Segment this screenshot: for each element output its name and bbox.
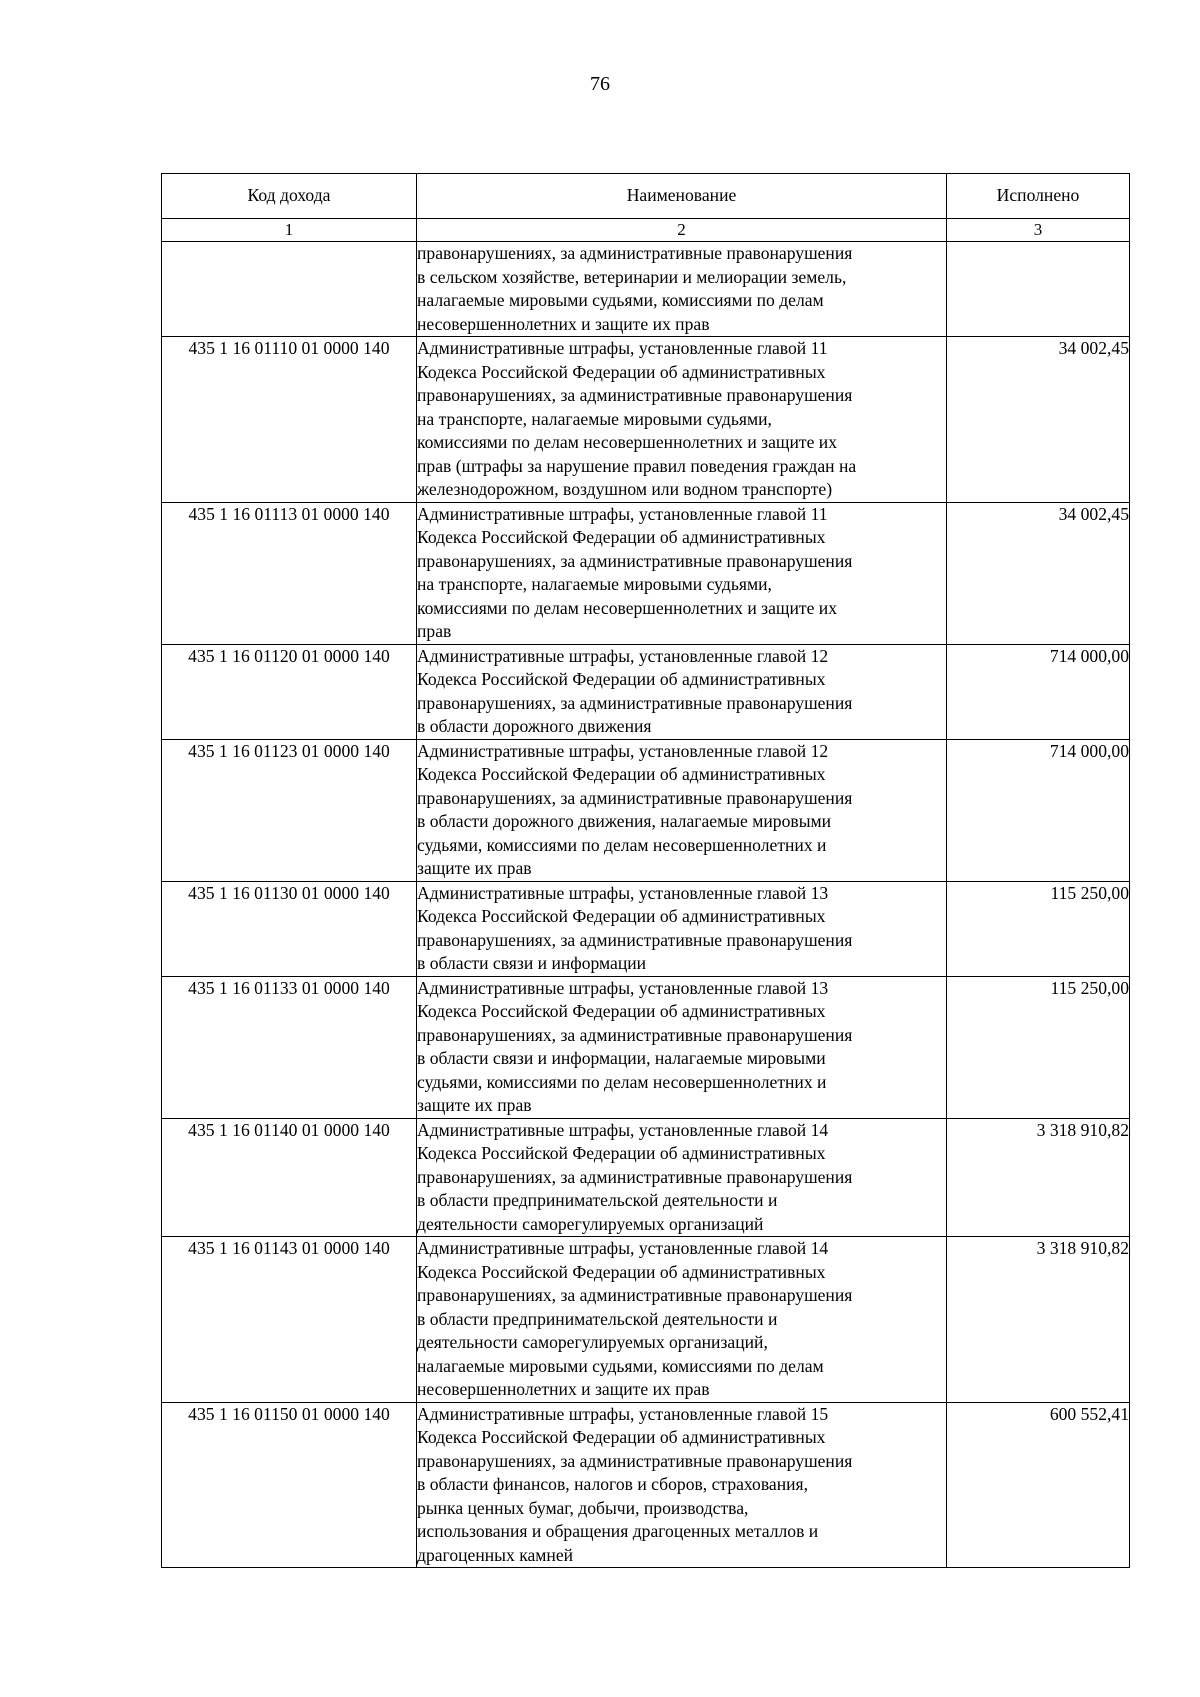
revenue-name-line: Кодекса Российской Федерации об административных [417,527,826,547]
revenue-name-line: правонарушениях, за административные правонарушения [417,1450,853,1471]
table-row [162,1118,1130,1237]
revenue-name-line: налагаемые мировыми судьями, комиссиями по делам [417,290,824,310]
table-body [162,242,1130,1568]
revenue-name-line: в области финансов, налогов и сборов, страхования, [417,1474,809,1494]
table-row [162,502,1130,644]
revenue-name-cell [417,242,947,337]
revenue-name-line: Административные штрафы, установленные главой 14 [417,1119,829,1140]
revenue-name-line: судьями, комиссиями по делам несовершеннолетних и [417,1071,827,1092]
table-header-row [162,174,1130,219]
revenue-name-line: в области предпринимательской деятельности и [417,1190,778,1210]
revenue-name-line: комиссиями по делам несовершеннолетних и защите их [417,432,838,452]
revenue-name-line: на транспорте, налагаемые мировыми судьями, [417,408,772,429]
revenue-name-line: защите их прав [417,1095,532,1115]
revenue-name-line: использования и обращения драгоценных металлов и [417,1521,819,1541]
table-row [162,337,1130,503]
revenue-name-line: прав [417,621,452,641]
revenue-name-line: железнодорожном, воздушном или водном транспорте) [417,479,833,499]
revenue-name-line: в области связи и информации, налагаемые мировыми [417,1048,826,1068]
executed-amount-cell [947,242,1130,337]
revenue-name-line: Административные штрафы, установленные главой 11 [417,503,828,524]
revenue-name-line: правонарушениях, за административные правонарушения [417,1024,853,1045]
revenue-code-cell: 435 1 16 01123 01 0000 140 [162,739,417,881]
page-number: 76 [590,73,610,95]
revenue-name-line: Административные штрафы, установленные главой 15 [417,1403,829,1424]
revenue-name-line: в области дорожного движения [417,716,652,736]
revenue-name-cell [417,976,947,1118]
column-number-3: 3 [947,219,1130,242]
header-name: Наименование [417,174,947,219]
revenue-name-line: Кодекса Российской Федерации об административных [417,1143,826,1163]
table-row [162,739,1130,881]
revenue-code-cell: 435 1 16 01113 01 0000 140 [162,502,417,644]
revenue-name-line: драгоценных камней [417,1544,574,1565]
revenue-name-line: правонарушениях, за административные правонарушения [417,243,853,263]
revenue-name-line: рынка ценных бумаг, добычи, производства, [417,1497,749,1518]
table-row [162,242,1130,337]
revenue-name-cell [417,337,947,503]
header-amount: Исполнено [947,174,1130,219]
revenue-code-cell: 435 1 16 01140 01 0000 140 [162,1118,417,1237]
executed-amount-cell: 714 000,00 [947,644,1130,739]
revenue-name-cell [417,1237,947,1403]
executed-amount-cell: 34 002,45 [947,502,1130,644]
revenue-name-line: правонарушениях, за административные правонарушения [417,385,853,405]
table-row [162,644,1130,739]
revenue-name-line: правонарушениях, за административные правонарушения [417,692,853,713]
revenue-name-cell [417,1402,947,1568]
revenue-name-line: правонарушениях, за административные правонарушения [417,1166,853,1187]
executed-amount-cell: 115 250,00 [947,881,1130,976]
revenue-name-cell [417,502,947,644]
revenue-name-line: Кодекса Российской Федерации об административных [417,1261,826,1282]
revenue-name-line: Кодекса Российской Федерации об административных [417,1427,826,1447]
revenue-name-line: Административные штрафы, установленные главой 12 [417,740,829,761]
revenue-name-line: деятельности саморегулируемых организаций, [417,1332,768,1352]
executed-amount-cell: 3 318 910,82 [947,1118,1130,1237]
table-row [162,1402,1130,1568]
executed-amount-cell: 34 002,45 [947,337,1130,503]
revenue-name-line: в области связи и информации [417,953,647,973]
revenue-name-line: правонарушениях, за административные правонарушения [417,929,853,950]
revenue-name-line: несовершеннолетних и защите их прав [417,1379,710,1399]
revenue-name-line: правонарушениях, за административные правонарушения [417,1285,853,1305]
revenue-name-line: налагаемые мировыми судьями, комиссиями по делам [417,1355,824,1376]
executed-amount-cell: 714 000,00 [947,739,1130,881]
revenue-name-line: прав (штрафы за нарушение правил поведения граждан на [417,455,857,476]
revenue-name-line: в области предпринимательской деятельности и [417,1308,778,1329]
revenue-name-line: правонарушениях, за административные правонарушения [417,550,853,571]
revenue-name-line: Административные штрафы, установленные главой 11 [417,338,828,358]
revenue-table [161,173,1130,1568]
column-number-1: 1 [162,219,417,242]
revenue-name-line: на транспорте, налагаемые мировыми судьями, [417,574,772,594]
column-number-row [162,219,1130,242]
revenue-name-line: несовершеннолетних и защите их прав [417,313,710,334]
revenue-name-line: правонарушениях, за административные правонарушения [417,787,853,808]
revenue-name-line: Кодекса Российской Федерации об административных [417,361,826,382]
revenue-name-line: Кодекса Российской Федерации об административных [417,1001,826,1021]
revenue-name-line: комиссиями по делам несовершеннолетних и защите их [417,597,838,618]
revenue-name-line: Административные штрафы, установленные главой 13 [417,882,829,903]
revenue-code-cell: 435 1 16 01130 01 0000 140 [162,881,417,976]
table-row [162,1237,1130,1403]
revenue-code-cell: 435 1 16 01150 01 0000 140 [162,1402,417,1568]
revenue-name-line: защите их прав [417,858,532,878]
revenue-name-cell [417,1118,947,1237]
table-row [162,881,1130,976]
revenue-code-cell: 435 1 16 01143 01 0000 140 [162,1237,417,1403]
revenue-code-cell: 435 1 16 01133 01 0000 140 [162,976,417,1118]
revenue-name-cell [417,881,947,976]
revenue-name-line: в сельском хозяйстве, ветеринарии и мелиорации земель, [417,266,847,287]
revenue-name-line: Административные штрафы, установленные главой 12 [417,645,829,666]
revenue-name-cell [417,739,947,881]
header-code: Код дохода [162,174,417,219]
executed-amount-cell: 3 318 910,82 [947,1237,1130,1403]
revenue-name-line: в области дорожного движения, налагаемые мировыми [417,811,832,831]
revenue-name-line: Кодекса Российской Федерации об административных [417,669,826,689]
revenue-name-line: судьями, комиссиями по делам несовершеннолетних и [417,834,827,855]
executed-amount-cell: 115 250,00 [947,976,1130,1118]
executed-amount-cell: 600 552,41 [947,1402,1130,1568]
revenue-code-cell [162,242,417,337]
revenue-name-cell [417,644,947,739]
revenue-name-line: деятельности саморегулируемых организаций [417,1213,764,1234]
table-row [162,976,1130,1118]
revenue-code-cell: 435 1 16 01120 01 0000 140 [162,644,417,739]
revenue-name-line: Административные штрафы, установленные главой 14 [417,1238,829,1258]
revenue-name-line: Кодекса Российской Федерации об административных [417,764,826,784]
revenue-code-cell: 435 1 16 01110 01 0000 140 [162,337,417,503]
revenue-name-line: Административные штрафы, установленные главой 13 [417,977,829,998]
column-number-2: 2 [417,219,947,242]
revenue-name-line: Кодекса Российской Федерации об административных [417,906,826,926]
